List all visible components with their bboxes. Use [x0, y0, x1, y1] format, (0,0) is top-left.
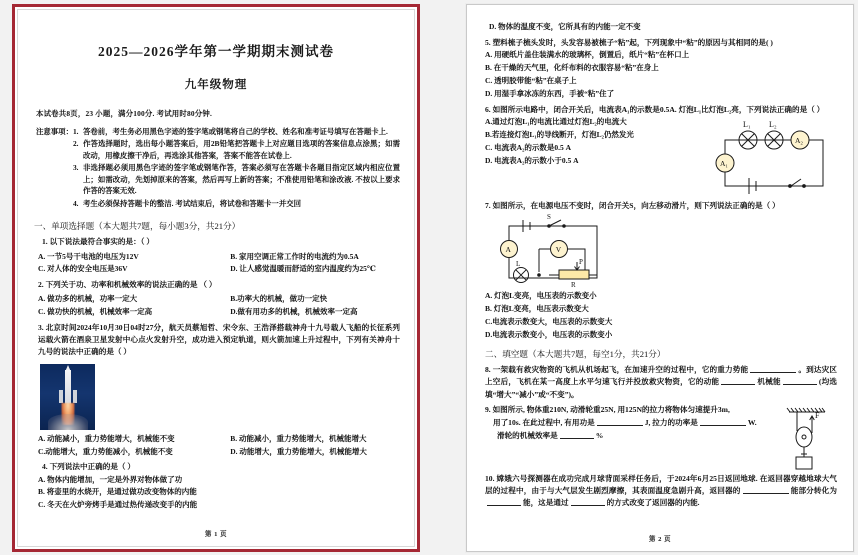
- question-9-part-6: %: [595, 431, 604, 441]
- switch-label: S: [547, 214, 551, 222]
- option-a: A.通过灯泡L₁的电流比通过灯泡L₂的电流大: [485, 117, 627, 127]
- rocket-booster-left-icon: [59, 390, 63, 403]
- question-10-part-3: 能，这是通过: [523, 498, 569, 508]
- notice-item-text: 作答选择题时，选出每小题答案后，用2B铅笔把答题卡上对应题目选项的答案信息点涂黑；如需改动，用橡皮擦干净后，再选涂其他答案，答案不能答在试卷上.: [82, 139, 400, 160]
- question-9-part-2: 用了10s. 在此过程中, 有用功是: [493, 418, 595, 428]
- notice-item-number: 4.: [72, 198, 79, 208]
- answer-blank[interactable]: [597, 417, 643, 426]
- page-2-content: [467, 5, 853, 551]
- notice-item-text: 答卷前，考生务必用黑色字迹的签字笔或钢笔将自己的学校、姓名和准考证号填写在答题卡上.: [82, 127, 388, 136]
- question-9-part-1: 9. 如图所示, 物体重210N, 动滑轮重25N, 用125N的拉力将物体匀速提升3m,: [485, 404, 730, 414]
- pulley-diagram-svg: [781, 405, 835, 471]
- notice-list: [73, 126, 400, 210]
- option-row: [38, 433, 400, 446]
- notice-item: [73, 162, 400, 196]
- notice-label: 注意事项：: [36, 127, 73, 136]
- movable-pulley-diagram: [781, 404, 837, 471]
- answer-blank[interactable]: [750, 364, 796, 373]
- option-b: B. 家用空调正常工作时的电流约为0.5A: [230, 251, 359, 261]
- question-3-options: [38, 433, 400, 459]
- answer-blank[interactable]: [487, 497, 521, 506]
- rocket-body-icon: [65, 370, 71, 404]
- notice-item: [73, 126, 400, 137]
- option-row: [38, 446, 400, 459]
- question-8-part-3: 机械能: [757, 377, 781, 387]
- question-8-part-2: 。到达灾区上空后，飞机在某一高度上水平匀速飞行并投放救灾物资，它的动能: [485, 364, 837, 387]
- option-d: D. 物体的温度不变，它所具有的内能一定不变: [489, 22, 641, 31]
- question-1-options: [38, 251, 400, 277]
- page-title: 2025—2026学年第一学期期末测试卷: [98, 44, 334, 59]
- option-c: C.动能增大，重力势能减小，机械能不变: [38, 446, 173, 456]
- voltmeter-label: V: [555, 245, 562, 255]
- question-2-options: [38, 293, 400, 319]
- question-10-part-2: 能部分转化为: [790, 486, 838, 496]
- option-d: D.电流表示数变小，电压表的示数变小: [485, 330, 613, 340]
- option-row: [38, 251, 400, 264]
- option-c: C.电流表示数变大，电压表的示数变大: [485, 317, 613, 327]
- notice-item: [73, 138, 400, 161]
- option-d: D. 让人感觉温暖而舒适的室内温度约为25℃: [230, 264, 376, 274]
- page-subtitle: 九年级物理: [184, 79, 248, 91]
- question-10: [485, 473, 837, 510]
- question-9-line-2: [493, 417, 781, 429]
- rocket-launch-photo: [40, 364, 95, 430]
- force-label: F: [815, 410, 820, 420]
- question-3-stem: 3. 北京时间2024年10月30日04时27分，航天员蔡旭哲、宋令东、王浩泽搭载神舟十九号载人飞船的长征系列运载火箭在酒泉卫星发射中心点火发射升空，成功进入预定轨道，则火箭加速上升过程中，下列有关神舟十九号的说法中正确的是（ ）: [38, 322, 400, 357]
- answer-blank[interactable]: [743, 485, 789, 494]
- option-b: B.若连接灯泡L₁的导线断开，灯泡L₂仍然发光: [485, 129, 634, 139]
- option-c: C. 做功快的机械，机械效率一定高: [38, 307, 153, 317]
- answer-blank[interactable]: [721, 376, 755, 385]
- option-c: C. 透明胶带能“粘”在桌子上: [485, 75, 577, 85]
- question-7-stem: 7. 如图所示，在电源电压不变时，闭合开关S，向左移动滑片，则下列说法正确的是（ ）: [485, 201, 780, 211]
- page-1-footer: 第 1 页: [204, 531, 228, 538]
- option-row: [38, 263, 400, 276]
- option-row: [38, 306, 400, 319]
- question-9-part-3: J, 拉力的功率是: [644, 418, 698, 428]
- answer-blank[interactable]: [700, 417, 746, 426]
- notice-item-text: 非选择题必须用黑色字迹的签字笔或钢笔作答，答案必须写在答题卡各题目指定区域内相应位置上；如需改动，先划掉原来的答案，然后再写上新的答案；不准使用铅笔和涂改液. 不按以上要求作答的答案无效.: [82, 163, 400, 196]
- section-1-heading: 一、单项选择题（本大题共7题，每小题3分，共21分）: [34, 221, 241, 232]
- option-c: C. 电流表A₂的示数是0.5 A: [485, 142, 571, 152]
- answer-blank[interactable]: [783, 376, 817, 385]
- circuit-diagram-q6-svg: [711, 118, 837, 196]
- answer-blank[interactable]: [571, 497, 605, 506]
- ammeter-label: A: [505, 245, 511, 255]
- exam-page-2: [466, 4, 854, 552]
- option-d: D.做有用功多的机械，机械效率一定高: [230, 307, 358, 317]
- option-c: C. 对人体的安全电压是36V: [38, 264, 128, 274]
- option-b: B. 灯泡L变亮，电压表示数变大: [485, 304, 589, 314]
- circuit-diagram-q7-svg: [497, 214, 615, 290]
- question-9-part-5: 滑轮的机械效率是: [497, 431, 558, 441]
- rheostat-circuit: [497, 214, 837, 290]
- question-6-block: [483, 104, 837, 196]
- notice-item-text: 考生必须保持答题卡的整洁. 考试结束后，将试卷和答题卡一并交回: [82, 198, 301, 208]
- notice-item-number: 3.: [72, 163, 79, 173]
- question-8-part-4: (均选填“增大”“减小”或“不变”)。: [485, 377, 838, 399]
- question-9-part-4: W.: [747, 418, 757, 428]
- question-10-part-4: 的方式改变了返回器的内能.: [606, 498, 700, 508]
- question-1-stem: 1. 以下说法最符合事实的是：（ ）: [42, 237, 155, 247]
- lamp-1-label: L₁: [743, 120, 751, 130]
- option-a: A. 动能减小，重力势能增大，机械能不变: [38, 433, 175, 443]
- page-2-footer: 第 2 页: [648, 536, 672, 543]
- rheostat-label: R: [571, 281, 576, 290]
- lamp-label: L: [516, 260, 521, 269]
- option-a: A. 物体内能增加，一定是外界对物体做了功: [38, 474, 183, 484]
- question-10-part-1: 10. 嫦娥六号探测器在成功完成月球背面采样任务后，于2024年6月25日返回地球. 在返回器穿越地球大气层的过程中，由于与大气层发生剧烈摩擦，其表面温度急剧升高，返回器的: [485, 473, 837, 496]
- question-2-stem: 2. 下列关于功、功率和机械效率的说法正确的是 （ ）: [38, 280, 217, 290]
- page-1-content: [17, 9, 415, 547]
- ammeter-1-label: A₁: [720, 159, 729, 169]
- lamp-2-label: L₂: [769, 120, 777, 130]
- option-d: D. 电流表A₂的示数小于0.5 A: [485, 155, 579, 165]
- option-b: B. 动能减小，重力势能增大，机械能增大: [230, 433, 367, 443]
- option-b: B. 在干燥的天气里，化纤布料的衣服容易“粘”在身上: [485, 63, 659, 73]
- question-9-block: [483, 404, 837, 471]
- question-8-part-1: 8. 一架载有救灾物资的飞机从机场起飞，在加速升空的过程中，它的重力势能: [485, 364, 749, 374]
- series-circuit-two-lamps: [711, 116, 837, 196]
- exam-meta-line: 本试卷共8页，23 小题，满分100分. 考试用时80分钟.: [36, 109, 212, 118]
- option-row: [38, 293, 400, 306]
- option-a: A. 一节5号干电池的电压为12V: [38, 251, 139, 261]
- ammeter-2-label: A₂: [795, 136, 804, 146]
- question-6-stem: 6. 如图所示电路中，闭合开关后，电流表A₁的示数是0.5A. 灯泡L₁比灯泡L₂亮，下列说法正确的是（ ）: [485, 104, 825, 114]
- option-a: A. 用硬纸片盖住装满水的玻璃杯，倒置后，纸片“粘”在杯口上: [485, 50, 690, 60]
- question-4-stem: 4. 下列说法中正确的是（ ）: [42, 462, 136, 472]
- exam-notice: [36, 126, 400, 210]
- question-8: [485, 364, 837, 401]
- option-b: B.功率大的机械，做功一定快: [230, 294, 328, 304]
- rocket-booster-right-icon: [73, 390, 77, 403]
- option-d: D. 动能增大，重力势能增大，机械能增大: [230, 446, 367, 456]
- slider-label: P: [579, 258, 583, 267]
- option-d: D. 用湿手拿冰冻的东西，手被“粘”住了: [485, 88, 615, 98]
- answer-blank[interactable]: [560, 430, 594, 439]
- exam-page-1: [12, 4, 420, 552]
- option-a: A. 做功多的机械，功率一定大: [38, 294, 138, 304]
- notice-item-number: 1.: [72, 127, 79, 136]
- notice-item-number: 2.: [72, 139, 79, 149]
- option-b: B. 将壶里的水烧开，是通过做功改变物体的内能: [38, 487, 197, 497]
- question-9-line-3: [497, 430, 781, 442]
- notice-item: [73, 198, 400, 209]
- option-c: C. 冬天在火炉旁烤手是通过热传递改变手的内能: [38, 500, 198, 510]
- option-a: A. 灯泡L变亮，电压表的示数变小: [485, 291, 597, 301]
- question-5-stem: 5. 塑料梳子梳头发时，头发容易被梳子“粘”起，下列现象中“粘”的原因与其相同的是( ): [485, 37, 773, 47]
- rocket-smoke-icon: [48, 414, 88, 430]
- section-2-heading: 二、填空题（本大题共7题，每空1分，共21分）: [485, 348, 666, 359]
